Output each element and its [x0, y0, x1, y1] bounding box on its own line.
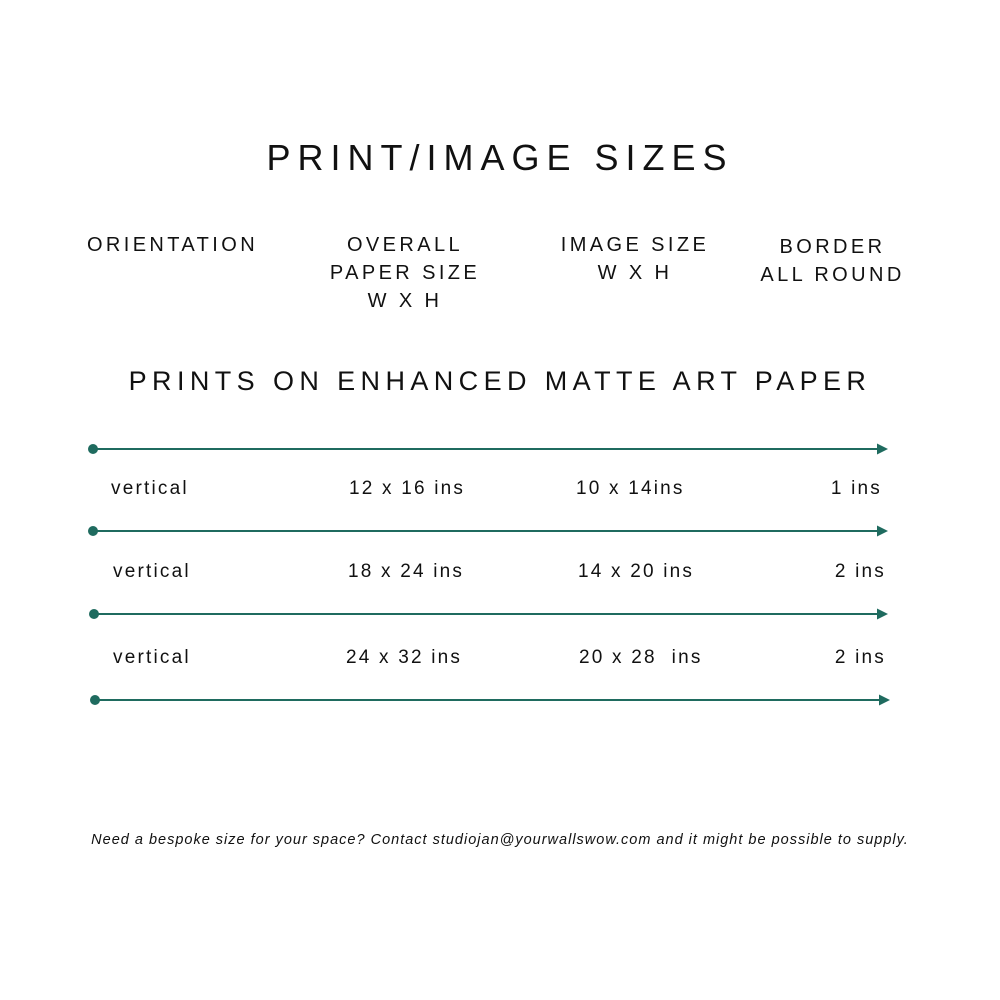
- table-row-2-image-size: 14 x 20 ins: [578, 561, 695, 582]
- column-header-border: BORDER ALL ROUND: [760, 236, 905, 286]
- table-row-1-border: 1 ins: [830, 478, 882, 499]
- table-row-1-image-size: 10 x 14ins: [576, 478, 685, 499]
- table-row-3-orientation: vertical: [113, 647, 191, 668]
- arrow-line-icon: [88, 523, 894, 539]
- arrow-line-icon: [88, 441, 894, 457]
- arrow-line-icon: [88, 692, 894, 708]
- page-title: PRINT/IMAGE SIZES: [266, 137, 734, 178]
- column-header-orientation: ORIENTATION: [86, 234, 259, 256]
- table-row-3-image-size: 20 x 28 ins: [579, 647, 703, 668]
- footer-note: Need a bespoke size for your space? Contact studiojan@yourwallswow.com and it might be possible to supply.: [91, 832, 909, 848]
- table-row-2-border: 2 ins: [834, 561, 886, 582]
- arrow-line-icon: [88, 606, 894, 622]
- table-row-2-orientation: vertical: [113, 561, 191, 582]
- column-header-image-size: IMAGE SIZE W X H: [560, 234, 710, 284]
- table-row-1-paper-size: 12 x 16 ins: [349, 478, 466, 499]
- table-row-2-paper-size: 18 x 24 ins: [348, 561, 465, 582]
- column-header-paper-size: OVERALL PAPER SIZE W X H: [329, 234, 481, 312]
- table-row-3-border: 2 ins: [834, 647, 886, 668]
- table-row-3-paper-size: 24 x 32 ins: [346, 647, 463, 668]
- section-title: PRINTS ON ENHANCED MATTE ART PAPER: [128, 366, 872, 396]
- table-row-1-orientation: vertical: [111, 478, 189, 499]
